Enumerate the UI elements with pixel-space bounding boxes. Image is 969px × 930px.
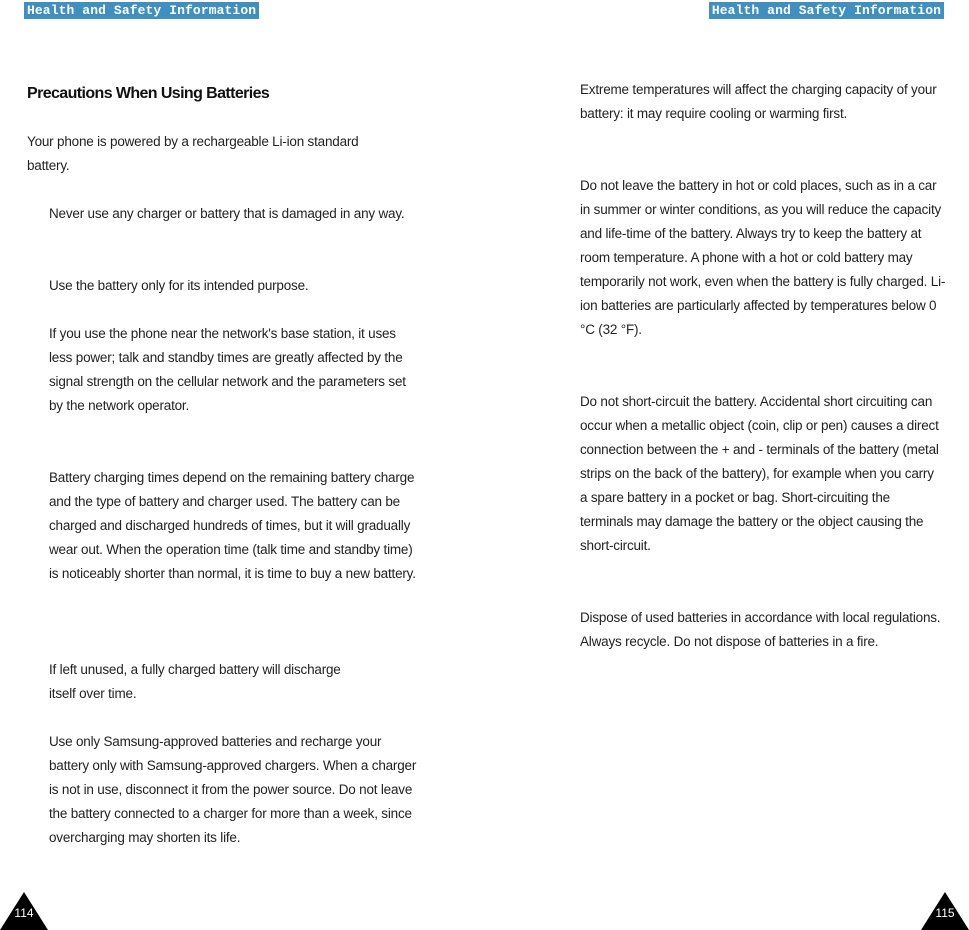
battery-paragraph: Do not leave the battery in hot or cold places, such as in a car in summer or winter conditions, as you will reduce the capacity and life-time of the battery. Always try to keep the battery at room temperature. A phone with a hot or cold battery may temporarily not work, even when the battery is fully charged. Li-ion batteries are particularly affected by temperatures below 0 °C (32 °F).: [580, 178, 946, 337]
page-number-left: 114: [14, 906, 34, 920]
battery-precaution-item: Battery charging times depend on the remaining battery charge and the type of battery and charger used. The battery can be charged and discharged hundreds of times, but it will gradually wear out. When the operation time (talk time and standby time) is noticeably shorter than normal, it is time to buy a new battery.: [49, 470, 416, 581]
page-number-right: 115: [935, 906, 955, 920]
battery-paragraph: Extreme temperatures will affect the charging capacity of your battery: it may require cooling or warming first.: [580, 82, 937, 121]
battery-precaution-item: If you use the phone near the network's base station, it uses less power; talk and standby times are greatly affected by the signal strength on the cellular network and the parameters set by the network operator.: [49, 326, 406, 413]
battery-precaution-item: If left unused, a fully charged battery will discharge itself over time.: [49, 662, 341, 701]
page-number-badge-left: [0, 892, 48, 930]
header-title-right: Health and Safety Information: [709, 2, 944, 19]
page-number-badge-right: [921, 892, 969, 930]
battery-paragraph: Do not short-circuit the battery. Accidental short circuiting can occur when a metallic object (coin, clip or pen) causes a direct connection between the + and - terminals of the battery (metal strips on the back of the battery), for example when you carry a spare battery in a pocket or bag. Short-circuiting the terminals may damage the battery or the object causing the short-circuit.: [580, 394, 939, 553]
battery-precaution-item: Use the battery only for its intended purpose.: [49, 278, 309, 293]
intro-paragraph: Your phone is powered by a rechargeable Li-ion standard battery.: [27, 134, 359, 173]
battery-precaution-item: Use only Samsung-approved batteries and recharge your battery only with Samsung-approved chargers. When a charger is not in use, disconnect it from the power source. Do not leave the battery connected to a charger for more than a week, since overcharging may shorten its life.: [49, 734, 417, 845]
battery-precaution-item: Never use any charger or battery that is damaged in any way.: [49, 206, 405, 221]
battery-paragraph: Dispose of used batteries in accordance with local regulations. Always recycle. Do not dispose of batteries in a fire.: [580, 610, 941, 649]
section-title: Precautions When Using Batteries: [27, 85, 270, 102]
header-title-left: Health and Safety Information: [24, 2, 259, 19]
